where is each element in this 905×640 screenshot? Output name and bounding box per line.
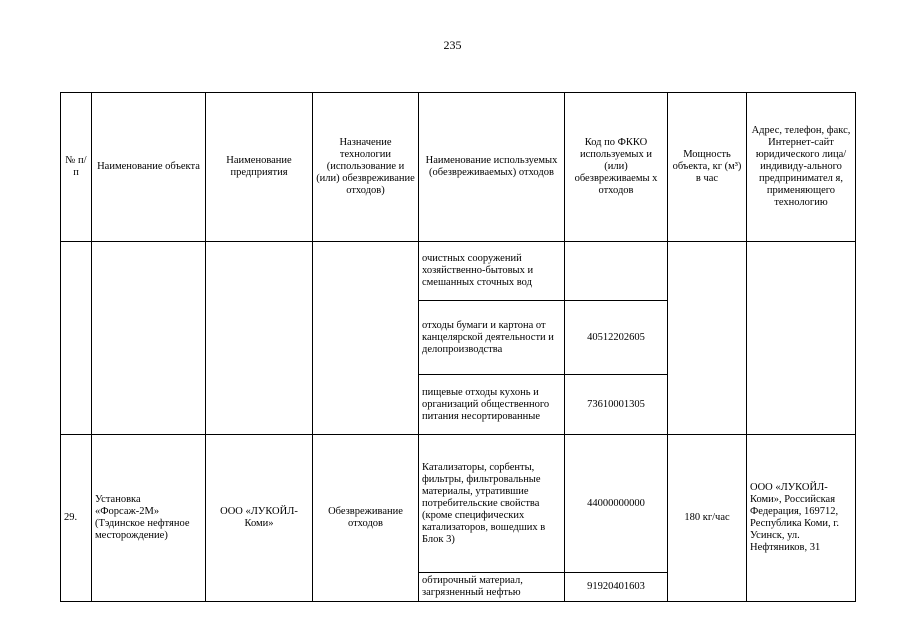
header-company: Наименование предприятия xyxy=(206,93,313,242)
continued-num-cell xyxy=(61,242,92,435)
header-purpose: Назначение технологии (использование и (или) обезвреживание отходов) xyxy=(313,93,419,242)
entry-purpose: Обезвреживание отходов xyxy=(313,435,419,602)
waste-name-cell: обтирочный материал, загрязненный нефтью xyxy=(419,573,565,602)
fkko-code-cell: 40512202605 xyxy=(565,301,668,375)
waste-technology-table xyxy=(60,92,856,602)
table-row xyxy=(61,242,856,301)
fkko-code-cell: 44000000000 xyxy=(565,435,668,573)
header-fkko: Код по ФККО используемых и (или) обезвреживаемы х отходов xyxy=(565,93,668,242)
header-waste-name: Наименование используемых (обезвреживаемых) отходов xyxy=(419,93,565,242)
continued-address-cell xyxy=(747,242,856,435)
waste-name-cell: очистных сооружений хозяйственно-бытовых и смешанных сточных вод xyxy=(419,242,565,301)
waste-name-cell: пищевые отходы кухонь и организаций общественного питания несортированные xyxy=(419,375,565,435)
fkko-code-cell: 73610001305 xyxy=(565,375,668,435)
waste-name-cell: Катализаторы, сорбенты, фильтры, фильтровальные материалы, утратившие потребительские свойства (кроме специфических катализаторов, вошедших в Блок 3) xyxy=(419,435,565,573)
continued-purpose-cell xyxy=(313,242,419,435)
waste-name-cell: отходы бумаги и картона от канцелярской деятельности и делопроизводства xyxy=(419,301,565,375)
header-address: Адрес, телефон, факс, Интернет-сайт юридического лица/индивиду-ального предпринимател я, применяющего технологию xyxy=(747,93,856,242)
header-object: Наименование объекта xyxy=(92,93,206,242)
entry-company: ООО «ЛУКОЙЛ-Коми» xyxy=(206,435,313,602)
fkko-code-cell xyxy=(565,242,668,301)
entry-object: Установка «Форсаж-2М» (Тэдинское нефтяное месторождение) xyxy=(92,435,206,602)
continued-company-cell xyxy=(206,242,313,435)
header-num: № п/п xyxy=(61,93,92,242)
header-capacity: Мощность объекта, кг (м³) в час xyxy=(668,93,747,242)
continued-capacity-cell xyxy=(668,242,747,435)
header-row xyxy=(61,93,856,242)
table-row xyxy=(61,435,856,573)
fkko-code-cell: 91920401603 xyxy=(565,573,668,602)
entry-capacity: 180 кг/час xyxy=(668,435,747,602)
continued-object-cell xyxy=(92,242,206,435)
entry-num: 29. xyxy=(61,435,92,602)
page-number: 235 xyxy=(443,38,462,52)
entry-address: ООО «ЛУКОЙЛ-Коми», Российская Федерация, 169712, Республика Коми, г. Усинск, ул. Нефтяников, 31 xyxy=(747,435,856,602)
